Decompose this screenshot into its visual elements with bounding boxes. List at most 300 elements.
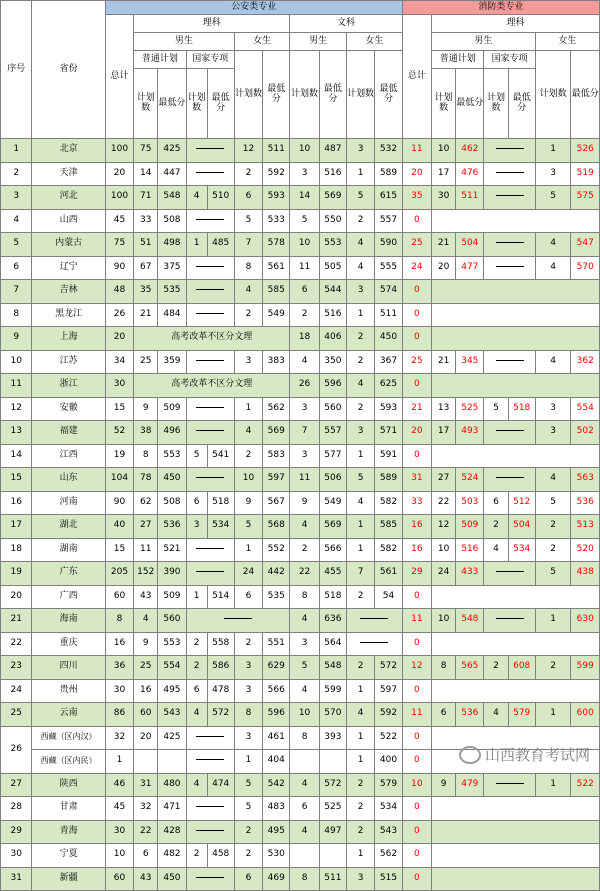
sci-male-normal-plan-cell: 78 — [134, 468, 158, 492]
police-national-plan-header: 国家专项 — [186, 51, 234, 69]
police-total-cell: 30 — [105, 679, 133, 703]
sci-male-normal-plan-cell: 20 — [134, 726, 158, 750]
sci-female-plan-cell: 5 — [234, 773, 262, 797]
sci-female-score-cell: 567 — [263, 491, 290, 515]
arts-female-dash-cell — [346, 632, 402, 656]
sci-national-dash-cell — [186, 421, 234, 445]
sci-female-score-cell: 597 — [263, 468, 290, 492]
arts-male-plan-cell: 4 — [290, 773, 319, 797]
province-cell: 内蒙古 — [32, 233, 105, 257]
fire-female-plan-cell: 2 — [535, 538, 571, 562]
dash-mark — [196, 360, 224, 361]
sci-female-plan-cell: 3 — [234, 656, 262, 680]
dash-mark — [360, 642, 388, 643]
sci-female-score-cell: 549 — [263, 303, 290, 327]
sci-female-plan-cell: 2 — [234, 162, 262, 186]
fire-male-national-plan-cell: 5 — [484, 397, 508, 421]
sci-male-normal-plan-cell: 16 — [134, 679, 158, 703]
fire-empty-cell — [432, 820, 600, 844]
police-total-cell: 10 — [105, 844, 133, 868]
sci-female-plan-cell: 2 — [234, 820, 262, 844]
sci-male-normal-score-cell: 480 — [158, 773, 186, 797]
sci-male-normal-score-cell: 509 — [158, 585, 186, 609]
fire-female-score-cell: 519 — [571, 162, 600, 186]
arts-female-score-cell: 561 — [375, 562, 402, 586]
table-row — [1, 491, 600, 515]
watermark — [459, 744, 590, 765]
table-row — [1, 538, 600, 562]
fire-national-dash-cell — [484, 233, 535, 257]
sci-female-plan-cell: 5 — [234, 515, 262, 539]
dash-mark — [196, 266, 224, 267]
arts-female-score-cell: 400 — [375, 750, 402, 774]
dash-mark — [496, 266, 524, 267]
sci-male-normal-plan-cell: 51 — [134, 233, 158, 257]
sci-female-plan-cell: 3 — [234, 726, 262, 750]
seq-cell: 29 — [1, 820, 32, 844]
seq-cell: 23 — [1, 656, 32, 680]
arts-male-plan-cell: 3 — [290, 444, 319, 468]
arts-male-plan-cell: 7 — [290, 421, 319, 445]
province-cell: 湖南 — [32, 538, 105, 562]
sci-male-national-score-cell: 474 — [207, 773, 234, 797]
sci-female-score-cell: 495 — [263, 820, 290, 844]
dash-mark — [196, 830, 224, 831]
fire-female-plan-cell: 4 — [535, 233, 571, 257]
arts-male-plan-cell: 4 — [290, 609, 319, 633]
fire-female-score-cell: 438 — [571, 562, 600, 586]
fire-total-cell: 0 — [402, 844, 431, 868]
table-row — [1, 656, 600, 680]
seq-cell: 15 — [1, 468, 32, 492]
fire-male-normal-plan-cell: 21 — [432, 350, 456, 374]
dash-mark — [196, 289, 224, 290]
sci-female-plan-cell: 8 — [234, 256, 262, 280]
arts-female-score-cell: 625 — [375, 374, 402, 398]
table-row — [1, 374, 600, 398]
sci-male-normal-score-cell: 548 — [158, 186, 186, 210]
fire-female-plan-cell: 5 — [535, 491, 571, 515]
sci-national-dash-cell — [186, 468, 234, 492]
fire-total-cell: 0 — [402, 632, 431, 656]
arts-female-score-cell: 515 — [375, 867, 402, 891]
fire-male-national-plan-cell: 2 — [484, 515, 508, 539]
arts-female-plan-cell: 2 — [346, 585, 374, 609]
arts-female-dash-cell — [346, 609, 402, 633]
dash-mark — [196, 148, 224, 149]
sci-national-dash-cell — [186, 162, 234, 186]
arts-female-score-cell: 592 — [375, 703, 402, 727]
fire-male-national-score-cell: 579 — [508, 703, 535, 727]
arts-male-score-cell: 570 — [319, 703, 346, 727]
arts-male-plan-cell: 9 — [290, 491, 319, 515]
sci-female-score-cell: 552 — [263, 538, 290, 562]
province-cell: 宁夏 — [32, 844, 105, 868]
seq-cell: 13 — [1, 421, 32, 445]
table-row — [1, 421, 600, 445]
arts-female-score-cell: 591 — [375, 444, 402, 468]
province-cell: 湖北 — [32, 515, 105, 539]
arts-male-score-cell: 487 — [319, 139, 346, 163]
arts-female-plan-cell: 1 — [346, 515, 374, 539]
dash-mark — [196, 430, 224, 431]
province-cell: 上海 — [32, 327, 105, 351]
seq-cell: 11 — [1, 374, 32, 398]
arts-male-score-cell: 525 — [319, 797, 346, 821]
fire-empty-cell — [432, 303, 600, 327]
fire-male-normal-plan-cell: 8 — [432, 656, 456, 680]
table-row — [1, 468, 600, 492]
fire-total-cell: 33 — [402, 491, 431, 515]
seq-cell: 2 — [1, 162, 32, 186]
reform-note-cell: 高考改革不区分文理 — [134, 374, 290, 398]
arts-female-score-cell: 534 — [375, 797, 402, 821]
fire-total-cell: 0 — [402, 750, 431, 774]
arts-female-plan-cell: 1 — [346, 750, 374, 774]
arts-male-plan-cell: 8 — [290, 585, 319, 609]
fire-female-plan-cell: 2 — [535, 656, 571, 680]
arts-female-score-cell: 593 — [375, 397, 402, 421]
arts-female-score-cell: 571 — [375, 421, 402, 445]
col-plan-header: 计划数 — [234, 51, 262, 139]
arts-female-plan-cell: 7 — [346, 562, 374, 586]
arts-female-score-cell: 511 — [375, 303, 402, 327]
fire-female-plan-cell: 4 — [535, 256, 571, 280]
fire-total-cell: 0 — [402, 303, 431, 327]
dash-mark — [196, 313, 224, 314]
sci-male-normal-plan-cell: 27 — [134, 515, 158, 539]
sci-national-dash-cell — [186, 303, 234, 327]
fire-total-cell: 0 — [402, 585, 431, 609]
arts-male-plan-cell: 8 — [290, 867, 319, 891]
fire-empty-cell — [432, 679, 600, 703]
fire-female-plan-cell: 4 — [535, 350, 571, 374]
province-cell: 新疆 — [32, 867, 105, 891]
arts-male-plan-cell: 5 — [290, 656, 319, 680]
fire-national-dash-cell — [484, 139, 535, 163]
arts-female-score-cell: 585 — [375, 515, 402, 539]
province-cell: 广西 — [32, 585, 105, 609]
sci-male-normal-score-cell: 359 — [158, 350, 186, 374]
fire-total-cell: 16 — [402, 538, 431, 562]
table-row — [1, 303, 600, 327]
arts-male-plan-cell: 2 — [290, 303, 319, 327]
sci-male-normal-plan-cell: 62 — [134, 491, 158, 515]
sci-female-score-cell: 461 — [263, 726, 290, 750]
sci-male-national-plan-cell: 4 — [186, 773, 207, 797]
table-row — [1, 397, 600, 421]
arts-male-score-cell: 518 — [319, 585, 346, 609]
sci-male-normal-score-cell: 447 — [158, 162, 186, 186]
fire-male-national-plan-cell: 4 — [484, 538, 508, 562]
fire-female-plan-cell: 1 — [535, 609, 571, 633]
arts-male-score-cell: 550 — [319, 209, 346, 233]
police-total-cell: 90 — [105, 491, 133, 515]
arts-male-score-cell: 506 — [319, 468, 346, 492]
fire-total-header: 总计 — [402, 15, 431, 139]
province-cell: 江苏 — [32, 350, 105, 374]
arts-male-score-cell: 596 — [319, 374, 346, 398]
sci-male-national-score-cell: 514 — [207, 585, 234, 609]
sci-female-plan-cell: 12 — [234, 139, 262, 163]
fire-total-cell: 29 — [402, 562, 431, 586]
fire-total-cell: 0 — [402, 327, 431, 351]
fire-male-normal-score-cell: 503 — [456, 491, 484, 515]
table-row — [1, 562, 600, 586]
arts-male-score-cell — [319, 844, 346, 868]
dash-mark — [496, 477, 524, 478]
police-total-cell: 30 — [105, 820, 133, 844]
fire-national-dash-cell — [484, 562, 535, 586]
fire-total-cell: 16 — [402, 515, 431, 539]
sci-male-normal-plan-cell: 31 — [134, 773, 158, 797]
arts-female-score-cell: 589 — [375, 468, 402, 492]
sci-female-score-cell: 585 — [263, 280, 290, 304]
fire-male-national-plan-cell: 2 — [484, 656, 508, 680]
fire-male-normal-score-cell: 511 — [456, 186, 484, 210]
sci-male-normal-plan-cell: 35 — [134, 280, 158, 304]
fire-female-plan-cell: 1 — [535, 139, 571, 163]
arts-female-plan-cell: 2 — [346, 397, 374, 421]
sci-male-national-score-cell: 586 — [207, 656, 234, 680]
province-cell: 山东 — [32, 468, 105, 492]
fire-male-national-score-cell: 512 — [508, 491, 535, 515]
province-cell: 重庆 — [32, 632, 105, 656]
sci-male-national-score-cell: 458 — [207, 844, 234, 868]
sci-male-normal-plan-cell: 152 — [134, 562, 158, 586]
fire-female-plan-cell: 3 — [535, 162, 571, 186]
sci-male-normal-plan-cell: 25 — [134, 656, 158, 680]
fire-empty-cell — [432, 844, 600, 868]
arts-male-score-cell: 557 — [319, 421, 346, 445]
fire-female-score-cell: 600 — [571, 703, 600, 727]
arts-female-plan-cell: 2 — [346, 350, 374, 374]
arts-female-plan-cell: 1 — [346, 538, 374, 562]
province-cell: 北京 — [32, 139, 105, 163]
dash-mark — [224, 618, 252, 619]
seq-cell: 27 — [1, 773, 32, 797]
sci-male-national-score-cell: 478 — [207, 679, 234, 703]
police-total-cell: 8 — [105, 609, 133, 633]
fire-male-normal-plan-cell: 27 — [432, 468, 456, 492]
arts-female-plan-cell: 2 — [346, 773, 374, 797]
arts-male-score-cell: 505 — [319, 256, 346, 280]
arts-male-plan-cell: 4 — [290, 350, 319, 374]
sci-female-score-cell: 469 — [263, 867, 290, 891]
table-row — [1, 444, 600, 468]
sci-national-dash-cell — [186, 609, 290, 633]
table-row — [1, 844, 600, 868]
arts-female-score-cell: 555 — [375, 256, 402, 280]
police-arts-male-header: 男生 — [290, 33, 347, 51]
fire-total-cell: 20 — [402, 162, 431, 186]
fire-total-cell: 0 — [402, 679, 431, 703]
table-row — [1, 350, 600, 374]
police-total-cell: 20 — [105, 327, 133, 351]
fire-female-score-cell: 362 — [571, 350, 600, 374]
sci-female-score-cell: 442 — [263, 562, 290, 586]
sci-male-normal-plan-cell: 33 — [134, 209, 158, 233]
sci-male-normal-score-cell: 560 — [158, 609, 186, 633]
police-total-cell: 40 — [105, 515, 133, 539]
police-total-cell: 100 — [105, 186, 133, 210]
arts-female-score-cell: 615 — [375, 186, 402, 210]
sci-female-score-cell: 569 — [263, 421, 290, 445]
table-row — [1, 703, 600, 727]
fire-total-cell: 25 — [402, 350, 431, 374]
sci-female-score-cell: 592 — [263, 162, 290, 186]
arts-female-plan-cell: 5 — [346, 468, 374, 492]
fire-male-normal-score-cell: 493 — [456, 421, 484, 445]
seq-cell: 7 — [1, 280, 32, 304]
fire-female-plan-cell: 1 — [535, 703, 571, 727]
fire-total-cell: 10 — [402, 773, 431, 797]
arts-male-score-cell: 549 — [319, 491, 346, 515]
arts-male-score-cell: 548 — [319, 656, 346, 680]
sci-female-score-cell: 578 — [263, 233, 290, 257]
fire-male-normal-plan-cell: 17 — [432, 421, 456, 445]
province-cell: 青海 — [32, 820, 105, 844]
seq-cell: 5 — [1, 233, 32, 257]
fire-female-score-cell: 526 — [571, 139, 600, 163]
sci-male-national-score-cell: 510 — [207, 186, 234, 210]
dash-mark — [496, 148, 524, 149]
sci-female-score-cell: 383 — [263, 350, 290, 374]
arts-female-plan-cell: 1 — [346, 844, 374, 868]
arts-male-plan-cell: 10 — [290, 139, 319, 163]
sci-national-dash-cell — [186, 726, 234, 750]
sci-female-score-cell: 593 — [263, 186, 290, 210]
fire-male-normal-score-cell: 479 — [456, 773, 484, 797]
seq-cell: 4 — [1, 209, 32, 233]
table-row — [1, 186, 600, 210]
table-row — [1, 209, 600, 233]
table-row — [1, 632, 600, 656]
arts-female-plan-cell: 3 — [346, 421, 374, 445]
police-total-cell: 30 — [105, 374, 133, 398]
province-cell: 云南 — [32, 703, 105, 727]
arts-male-score-cell: 497 — [319, 820, 346, 844]
arts-female-plan-cell: 1 — [346, 679, 374, 703]
dash-mark — [196, 407, 224, 408]
arts-male-plan-cell: 5 — [290, 209, 319, 233]
fire-male-normal-plan-cell: 13 — [432, 397, 456, 421]
fire-total-cell: 11 — [402, 609, 431, 633]
arts-female-plan-cell: 1 — [346, 162, 374, 186]
fire-national-dash-cell — [484, 609, 535, 633]
col-score-header: 最低分 — [207, 69, 234, 139]
arts-female-plan-cell: 3 — [346, 280, 374, 304]
fire-total-cell: 0 — [402, 374, 431, 398]
sci-female-score-cell: 530 — [263, 844, 290, 868]
fire-national-dash-cell — [484, 773, 535, 797]
arts-female-plan-cell: 4 — [346, 233, 374, 257]
sci-female-plan-cell: 24 — [234, 562, 262, 586]
arts-female-score-cell: 522 — [375, 726, 402, 750]
province-cell: 河北 — [32, 186, 105, 210]
fire-total-cell: 20 — [402, 421, 431, 445]
arts-male-plan-cell: 18 — [290, 327, 319, 351]
sci-female-plan-cell: 5 — [234, 209, 262, 233]
sci-female-plan-cell: 3 — [234, 679, 262, 703]
arts-female-plan-cell: 2 — [346, 656, 374, 680]
sci-female-score-cell: 562 — [263, 397, 290, 421]
sci-national-dash-cell — [186, 256, 234, 280]
sci-national-dash-cell — [186, 350, 234, 374]
arts-male-plan-cell: 6 — [290, 280, 319, 304]
sci-female-plan-cell: 6 — [234, 867, 262, 891]
province-cell: 陕西 — [32, 773, 105, 797]
sci-male-national-plan-cell: 1 — [186, 233, 207, 257]
table-row — [1, 280, 600, 304]
province-cell: 西藏（区内汉） — [32, 726, 105, 750]
dash-mark — [496, 360, 524, 361]
fire-female-score-cell: 554 — [571, 397, 600, 421]
fire-national-dash-cell — [484, 350, 535, 374]
fire-total-cell: 24 — [402, 256, 431, 280]
fire-national-dash-cell — [484, 468, 535, 492]
province-cell: 广东 — [32, 562, 105, 586]
sci-male-normal-score-cell: 535 — [158, 280, 186, 304]
arts-male-score-cell: 406 — [319, 327, 346, 351]
fire-male-normal-plan-cell: 22 — [432, 491, 456, 515]
col-score-header: 最低分 — [319, 51, 346, 139]
sci-female-plan-cell: 3 — [234, 350, 262, 374]
fire-male-normal-plan-cell: 24 — [432, 562, 456, 586]
police-total-cell: 19 — [105, 444, 133, 468]
fire-total-cell: 12 — [402, 656, 431, 680]
dash-mark — [196, 219, 224, 220]
fire-male-normal-score-cell: 536 — [456, 703, 484, 727]
fire-male-national-plan-cell: 4 — [484, 703, 508, 727]
table-row — [1, 233, 600, 257]
police-total-cell: 104 — [105, 468, 133, 492]
sci-male-normal-plan-cell: 32 — [134, 797, 158, 821]
sci-male-national-score-cell: 485 — [207, 233, 234, 257]
seq-cell: 12 — [1, 397, 32, 421]
sci-female-score-cell: 629 — [263, 656, 290, 680]
dash-mark — [496, 430, 524, 431]
arts-male-score-cell: 350 — [319, 350, 346, 374]
police-normal-plan-header: 普通计划 — [134, 51, 186, 69]
arts-female-plan-cell: 4 — [346, 491, 374, 515]
sci-national-dash-cell — [186, 280, 234, 304]
sci-male-normal-score-cell: 521 — [158, 538, 186, 562]
police-arts-header: 文科 — [290, 15, 402, 33]
police-total-cell: 60 — [105, 867, 133, 891]
sci-male-normal-score-cell: 508 — [158, 491, 186, 515]
dash-mark — [196, 759, 224, 760]
fire-national-dash-cell — [484, 421, 535, 445]
fire-male-national-score-cell: 608 — [508, 656, 535, 680]
sci-male-national-plan-cell: 4 — [186, 703, 207, 727]
table-row — [1, 797, 600, 821]
fire-male-normal-score-cell: 345 — [456, 350, 484, 374]
seq-cell: 28 — [1, 797, 32, 821]
seq-cell: 31 — [1, 867, 32, 891]
col-plan-header: 计划数 — [346, 51, 374, 139]
sci-male-normal-score-cell — [158, 750, 186, 774]
fire-national-dash-cell — [484, 162, 535, 186]
dash-mark — [496, 618, 524, 619]
watermark-text: 山西教育考试网 — [484, 746, 590, 764]
police-science-header: 理科 — [134, 15, 290, 33]
sci-male-normal-plan-cell: 22 — [134, 820, 158, 844]
arts-female-score-cell: 582 — [375, 491, 402, 515]
police-total-cell: 60 — [105, 585, 133, 609]
sci-male-normal-plan-cell: 6 — [134, 844, 158, 868]
sci-male-normal-plan-cell: 25 — [134, 350, 158, 374]
